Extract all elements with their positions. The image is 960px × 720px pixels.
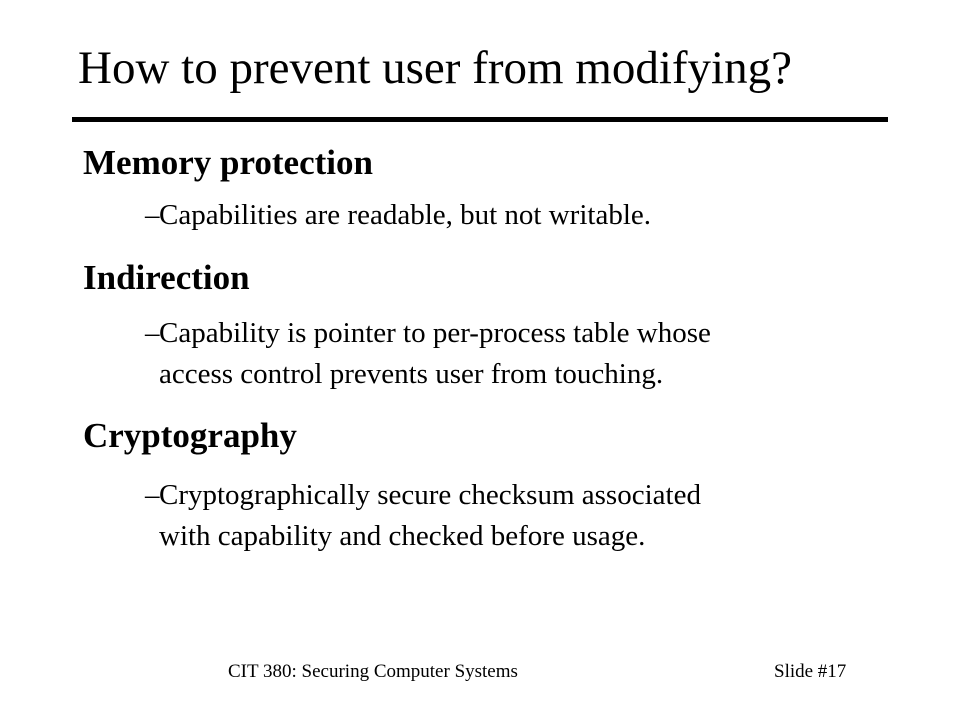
bullet-line: access control prevents user from touching. bbox=[159, 358, 664, 390]
slide-title: How to prevent user from modifying? bbox=[78, 42, 792, 94]
bullet-line: Capability is pointer to per-process table whose bbox=[159, 317, 711, 349]
bullet-memory-protection bbox=[145, 195, 865, 236]
section-heading-indirection: Indirection bbox=[83, 258, 250, 297]
bullet-dash: – bbox=[145, 479, 160, 511]
section-heading-memory-protection: Memory protection bbox=[83, 143, 373, 182]
bullet-dash: – bbox=[145, 317, 160, 349]
footer-slide-number: Slide #17 bbox=[774, 661, 847, 682]
bullet-line: Cryptographically secure checksum associated bbox=[159, 479, 701, 511]
bullet-cryptography bbox=[145, 475, 865, 557]
title-divider bbox=[72, 117, 888, 122]
section-heading-cryptography: Cryptography bbox=[83, 416, 297, 455]
bullet-line: with capability and checked before usage. bbox=[159, 520, 646, 552]
bullet-line: Capabilities are readable, but not writable. bbox=[159, 199, 652, 231]
footer-course: CIT 380: Securing Computer Systems bbox=[228, 661, 518, 682]
bullet-indirection bbox=[145, 313, 865, 395]
bullet-dash: – bbox=[145, 199, 160, 231]
